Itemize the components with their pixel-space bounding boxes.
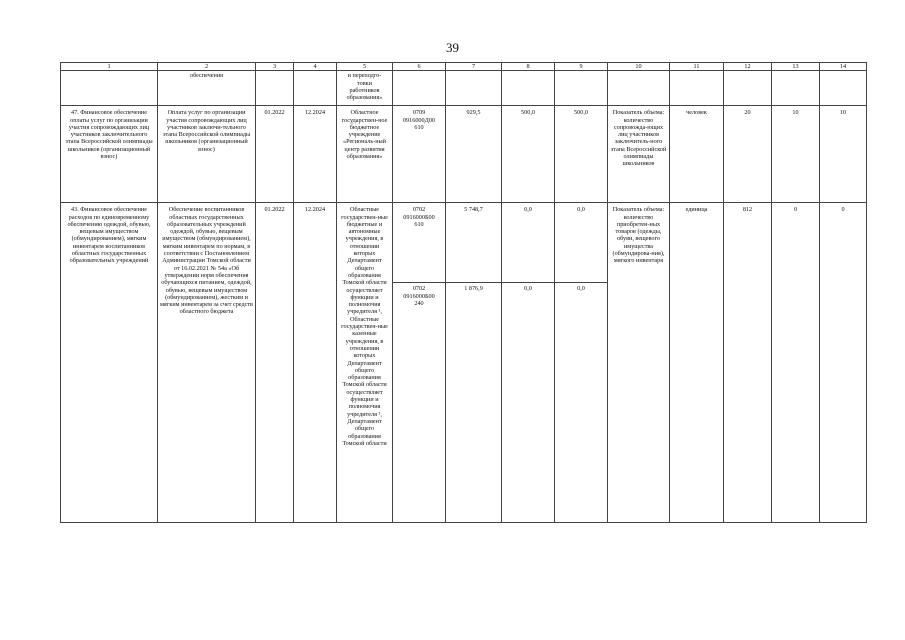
column-header: 7 bbox=[446, 63, 502, 71]
table-cell: 929,5 bbox=[446, 106, 502, 203]
column-header: 11 bbox=[670, 63, 724, 71]
column-header: 9 bbox=[555, 63, 608, 71]
table-cell: 0709 0916000Д00 610 bbox=[393, 106, 446, 203]
table-cell: 20 bbox=[724, 106, 772, 203]
table-cell: 10 bbox=[820, 106, 867, 203]
table-cell bbox=[608, 71, 670, 106]
budget-table bbox=[60, 62, 867, 523]
table-cell: 0702 0916000Б00 610 bbox=[393, 203, 446, 283]
column-header: 14 bbox=[820, 63, 867, 71]
table-cell bbox=[555, 71, 608, 106]
column-header: 1 bbox=[61, 63, 158, 71]
table-cell bbox=[820, 71, 867, 106]
column-header: 4 bbox=[294, 63, 337, 71]
table-cell bbox=[446, 71, 502, 106]
table-cell: Показатель объема: количество приобретен-ных товаров (одежды, обуви, вещевого имущества (обмундирова-ния), мягкого инвентаря bbox=[608, 203, 670, 523]
column-header: 10 bbox=[608, 63, 670, 71]
table-row-47 bbox=[61, 106, 867, 203]
table-cell: 0 bbox=[772, 203, 820, 523]
table-cell: 0,0 bbox=[502, 283, 555, 523]
table-cell bbox=[294, 71, 337, 106]
table-cell bbox=[393, 71, 446, 106]
table-cell: 812 bbox=[724, 203, 772, 523]
table-cell: 10 bbox=[772, 106, 820, 203]
table-row-43 bbox=[61, 203, 867, 283]
table-cell: и переподго- товки работников образования» bbox=[337, 71, 393, 106]
table-cell: Показатель объема: количество сопровожда-ющих лиц участников заключитель-ного этапа Всероссийской олимпиады школьников bbox=[608, 106, 670, 203]
column-header: 5 bbox=[337, 63, 393, 71]
table-cell: 5 748,7 bbox=[446, 203, 502, 283]
table-cell: Обеспечение воспитанников областных государственных образовательных учреждений одеждой, обувью, вещевым имуществом (обмундированием), мягким инвентарем по нормам, в соответствии с Постановлением Администрации Томской области от 16.02.2021 № 54а «Об утверждении норм обеспечения обучающихся питанием, одеждой, обувью, вещевым имуществом (обмундированием), жестким и мягким инвентарем за счет средств областного бюджета bbox=[158, 203, 256, 523]
table-cell: 0,0 bbox=[502, 203, 555, 283]
table-cell bbox=[724, 71, 772, 106]
table-cell: 1 876,9 bbox=[446, 283, 502, 523]
column-header: 3 bbox=[256, 63, 294, 71]
column-header: 8 bbox=[502, 63, 555, 71]
table-cell: Оплата услуг по организации участия сопровождающих лиц участников заключи-тельного этапа Всероссийской олимпиады школьников (организационный взнос) bbox=[158, 106, 256, 203]
table-cell: человек bbox=[670, 106, 724, 203]
page-number: 39 bbox=[446, 40, 459, 55]
table-cell: обеспечения bbox=[158, 71, 256, 106]
table-cell: 0 bbox=[820, 203, 867, 523]
header-row bbox=[61, 63, 867, 71]
table-cell: 12.2024 bbox=[294, 106, 337, 203]
table-cell bbox=[61, 71, 158, 106]
table-cell bbox=[772, 71, 820, 106]
table-cell: 500,0 bbox=[555, 106, 608, 203]
column-header: 2 bbox=[158, 63, 256, 71]
table-cell: 0,0 bbox=[555, 203, 608, 283]
table-cell: 01.2022 bbox=[256, 203, 294, 523]
table-cell: 43. Финансовое обеспечение расходов по единовременному обеспечению одеждой, обувью, вещевым имуществом (обмундированием), мягким инвентарем воспитанников областных государственных образовательных учреждений bbox=[61, 203, 158, 523]
table-cell: 47. Финансовое обеспечение оплаты услуг по организации участия сопровождающих лиц участников заключительного этапа Всероссийской олимпиады школьников (организационный взнос) bbox=[61, 106, 158, 203]
table-cell: 500,0 bbox=[502, 106, 555, 203]
column-header: 13 bbox=[772, 63, 820, 71]
column-header: 12 bbox=[724, 63, 772, 71]
table-row-continuation bbox=[61, 71, 867, 106]
table-cell: 01.2022 bbox=[256, 106, 294, 203]
table-cell bbox=[670, 71, 724, 106]
table-cell: 0702 0916000Б00 240 bbox=[393, 283, 446, 523]
table-cell: единица bbox=[670, 203, 724, 523]
table-cell: 0,0 bbox=[555, 283, 608, 523]
table-cell bbox=[256, 71, 294, 106]
table-cell: Областные государствен-ные бюджетные и автономные учреждения, в отношении которых Департамент общего образования Томской области осуществляет функции и полномочия учредителя ¹, Областные государствен-ные казенные учреждения, в отношении которых Департамент общего образования Томской области осуществляет функции и полномочия учредителя ¹, Департамент общего образования Томской области bbox=[337, 203, 393, 523]
table-cell: Областное государствен-ное бюджетное учреждение «Региональ-ный центр развития образования» bbox=[337, 106, 393, 203]
table-cell: 12.2024 bbox=[294, 203, 337, 523]
table-cell bbox=[502, 71, 555, 106]
column-header: 6 bbox=[393, 63, 446, 71]
